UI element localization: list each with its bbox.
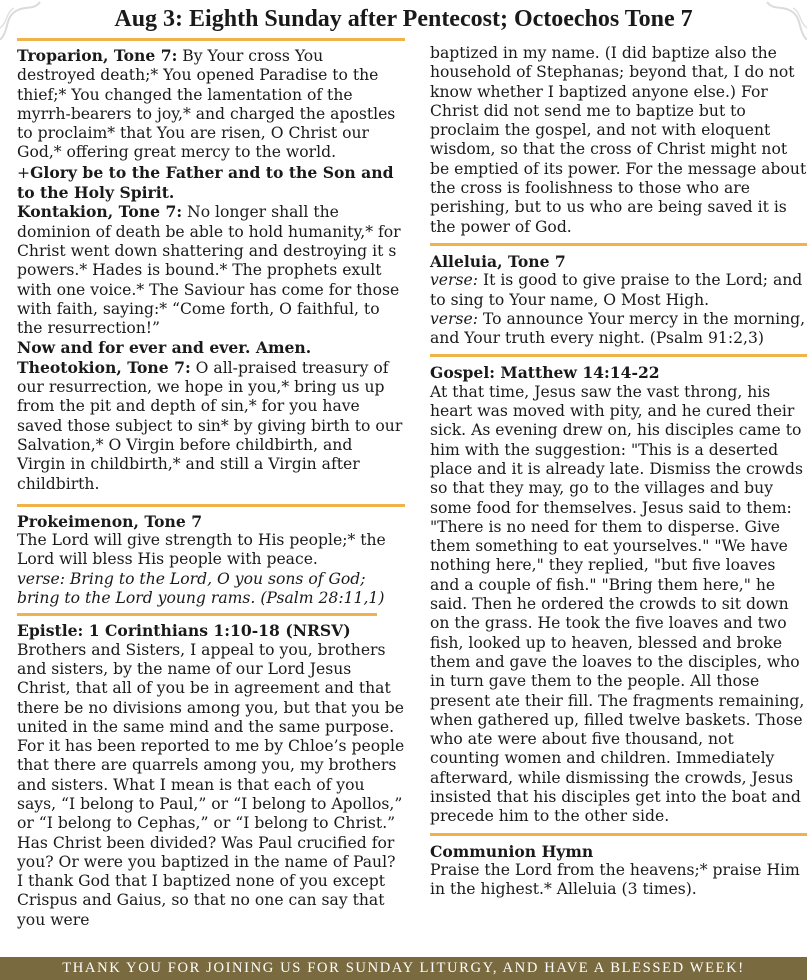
- troparion-heading: Troparion, Tone 7:: [17, 46, 178, 65]
- kontakion-text: No longer shall the dominion of death be able to hold humanity,* for Christ went down shattering and destroying it s powers.* Hades is bound.* The prophets exult with one voice.* The Saviour has come for those with faith, saying:* “Come forth, O faithful, to the resurrection!”: [17, 203, 401, 338]
- alleluia-verse-1-label: verse:: [430, 271, 478, 290]
- communion-text: Praise the Lord from the heavens;* praise Him in the highest.* Alleluia (3 times).: [430, 860, 800, 899]
- kontakion-section: [17, 202, 405, 338]
- epistle-text-left: Brothers and Sisters, I appeal to you, brothers and sisters, by the name of our Lord Jesus Christ, that all of you be in agreement and that there be no divisions among you, but that you be united in the same mind and the same purpose. For it has been reported to me by Chloe’s people that there are quarrels among you, my brothers and sisters. What I mean is that each of you says, “I belong to Paul,” or “I belong to Apollos,” or “I belong to Cephas,” or “I belong to Christ.” Has Christ been divided? Was Paul crucified for you? Or were you baptized in the name of Paul? I thank God that I baptized none of you except Crispus and Gaius, so that no one can say that you were: [17, 640, 405, 929]
- gospel-text: At that time, Jesus saw the vast throng, his heart was moved with pity, and he cured their sick. As evening drew on, his disciples came to him with the suggestion: "This is a deserted place and it is already late. Dismiss the crowds so that they may, go to the villages and buy some food for themselves. Jesus said to them: "There is no need for them to disperse. Give them something to eat yourselves." "We have nothing here," they replied, "but five loaves and a couple of fish." "Bring them here," he said. Then he ordered the crowds to sit down on the grass. He took the five loaves and two fish, looked up to heaven, blessed and broke them and gave the loaves to the disciples, who in turn gave them to the people. All those present ate their fill. The fragments remaining, when gathered up, filled twelve baskets. Those who ate were about five thousand, not counting women and children. Immediately afterward, while dismissing the crowds, Jesus insisted that his disciples get into the boat and precede him to the other side.: [430, 382, 805, 826]
- gospel-heading: Gospel: Matthew 14:14-22: [430, 363, 660, 383]
- glory-prefix: +: [17, 163, 31, 182]
- alleluia-heading: Alleluia, Tone 7: [430, 251, 566, 271]
- theotokion-section: [17, 358, 405, 494]
- troparion-section: [17, 46, 405, 163]
- footer-banner: THANK YOU FOR JOINING US FOR SUNDAY LITURGY, AND HAVE A BLESSED WEEK!: [0, 957, 807, 980]
- communion-heading: Communion Hymn: [430, 841, 594, 861]
- prokeimenon-heading: Prokeimenon, Tone 7: [17, 511, 203, 531]
- alleluia-verse-1-text: It is good to give praise to the Lord; and to sing to Your name, O Most High.: [430, 271, 803, 309]
- now-and-ever: Now and for ever and ever. Amen.: [17, 338, 312, 358]
- glory-section: [17, 163, 405, 203]
- left-column: [17, 38, 405, 930]
- alleluia-verse-2-text: To announce Your mercy in the morning, and Your truth every night. (Psalm 91:2,3): [430, 309, 806, 348]
- prokeimenon-text: The Lord will give strength to His people;* the Lord will bless His people with peace.: [17, 531, 386, 569]
- glory-text: Glory be to the Father and to the Son and to the Holy Spirit.: [17, 162, 394, 203]
- kontakion-heading: Kontakion, Tone 7:: [17, 202, 183, 222]
- right-column: [430, 38, 807, 899]
- troparion-text: By Your cross You destroyed death;* You opened Paradise to the thief;* You changed the lamentation of the myrrh-bearers to joy,* and charged the apostles to proclaim* that You are risen, O Christ our God,* offering great mercy to the world.: [17, 47, 396, 162]
- prokeimenon-verse: verse: Bring to the Lord, O you sons of God; bring to the Lord young rams. (Psalm 28:11,1): [17, 569, 385, 608]
- theotokion-heading: Theotokion, Tone 7:: [17, 357, 191, 377]
- epistle-text-right: baptized in my name. (I did baptize also the household of Stephanas; beyond that, I do not know whether I baptized anyone else.) For Christ did not send me to baptize but to proclaim the gospel, and not with eloquent wisdom, so that the cross of Christ might not be emptied of its power. For the message about the cross is foolishness to those who are perishing, but to us who are being saved it is the power of God.: [430, 44, 807, 236]
- page-title: Aug 3: Eighth Sunday after Pentecost; Octoechos Tone 7: [114, 6, 693, 32]
- alleluia-verse-2: [430, 310, 807, 349]
- theotokion-text: O all-praised treasury of our resurrection, we hope in you,* bring us up from the pit and depth of sin,* for you have saved those subject to sin* by giving birth to our Salvation,* O Virgin before childbirth, and Virgin in childbirth,* and still a Virgin after childbirth.: [17, 358, 403, 493]
- alleluia-verse-1: [430, 271, 807, 310]
- alleluia-verse-2-label: verse:: [430, 309, 478, 328]
- epistle-heading: Epistle: 1 Corinthians 1:10-18 (NRSV): [17, 621, 351, 641]
